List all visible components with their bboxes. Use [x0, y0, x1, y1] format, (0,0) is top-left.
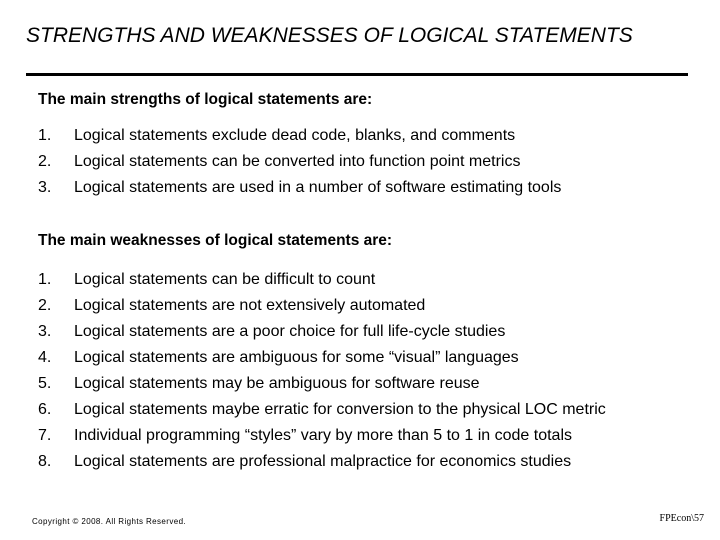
title-divider: [26, 73, 688, 76]
item-text: Logical statements maybe erratic for conversion to the physical LOC metric: [74, 401, 606, 418]
copyright-notice: Copyright © 2008. All Rights Reserved.: [32, 517, 187, 526]
item-number: 4.: [38, 349, 52, 366]
list-item: [38, 293, 606, 319]
item-text: Logical statements are a poor choice for full life-cycle studies: [74, 323, 506, 340]
list-item: [38, 267, 606, 293]
item-number: 7.: [38, 427, 52, 444]
list-item: [38, 371, 606, 397]
slide-title: STRENGTHS AND WEAKNESSES OF LOGICAL STATEMENTS: [26, 24, 633, 47]
item-number: 3.: [38, 323, 52, 340]
list-item: [38, 423, 606, 449]
strengths-list: [38, 123, 561, 201]
item-number: 5.: [38, 375, 52, 392]
item-text: Logical statements exclude dead code, blanks, and comments: [74, 127, 516, 144]
list-item: [38, 149, 561, 175]
strengths-heading: The main strengths of logical statements are:: [38, 91, 373, 108]
item-number: 1.: [38, 127, 52, 144]
item-text: Logical statements may be ambiguous for software reuse: [74, 375, 480, 392]
item-text: Individual programming “styles” vary by more than 5 to 1 in code totals: [74, 427, 573, 444]
item-text: Logical statements can be difficult to count: [74, 271, 376, 288]
list-item: [38, 449, 606, 475]
list-item: [38, 319, 606, 345]
list-item: [38, 397, 606, 423]
item-text: Logical statements can be converted into function point metrics: [74, 153, 521, 170]
item-text: Logical statements are used in a number of software estimating tools: [74, 179, 562, 196]
list-item: [38, 175, 561, 201]
item-text: Logical statements are professional malpractice for economics studies: [74, 453, 572, 470]
item-number: 2.: [38, 153, 52, 170]
item-number: 3.: [38, 179, 52, 196]
list-item: [38, 345, 606, 371]
item-number: 1.: [38, 271, 52, 288]
item-text: Logical statements are not extensively automated: [74, 297, 426, 314]
item-number: 8.: [38, 453, 52, 470]
page-identifier: FPEcon\57: [659, 513, 704, 524]
item-text: Logical statements are ambiguous for some “visual” languages: [74, 349, 519, 366]
weaknesses-heading: The main weaknesses of logical statements are:: [38, 232, 393, 249]
item-number: 6.: [38, 401, 52, 418]
item-number: 2.: [38, 297, 52, 314]
list-item: [38, 123, 561, 149]
weaknesses-list: [38, 267, 606, 475]
